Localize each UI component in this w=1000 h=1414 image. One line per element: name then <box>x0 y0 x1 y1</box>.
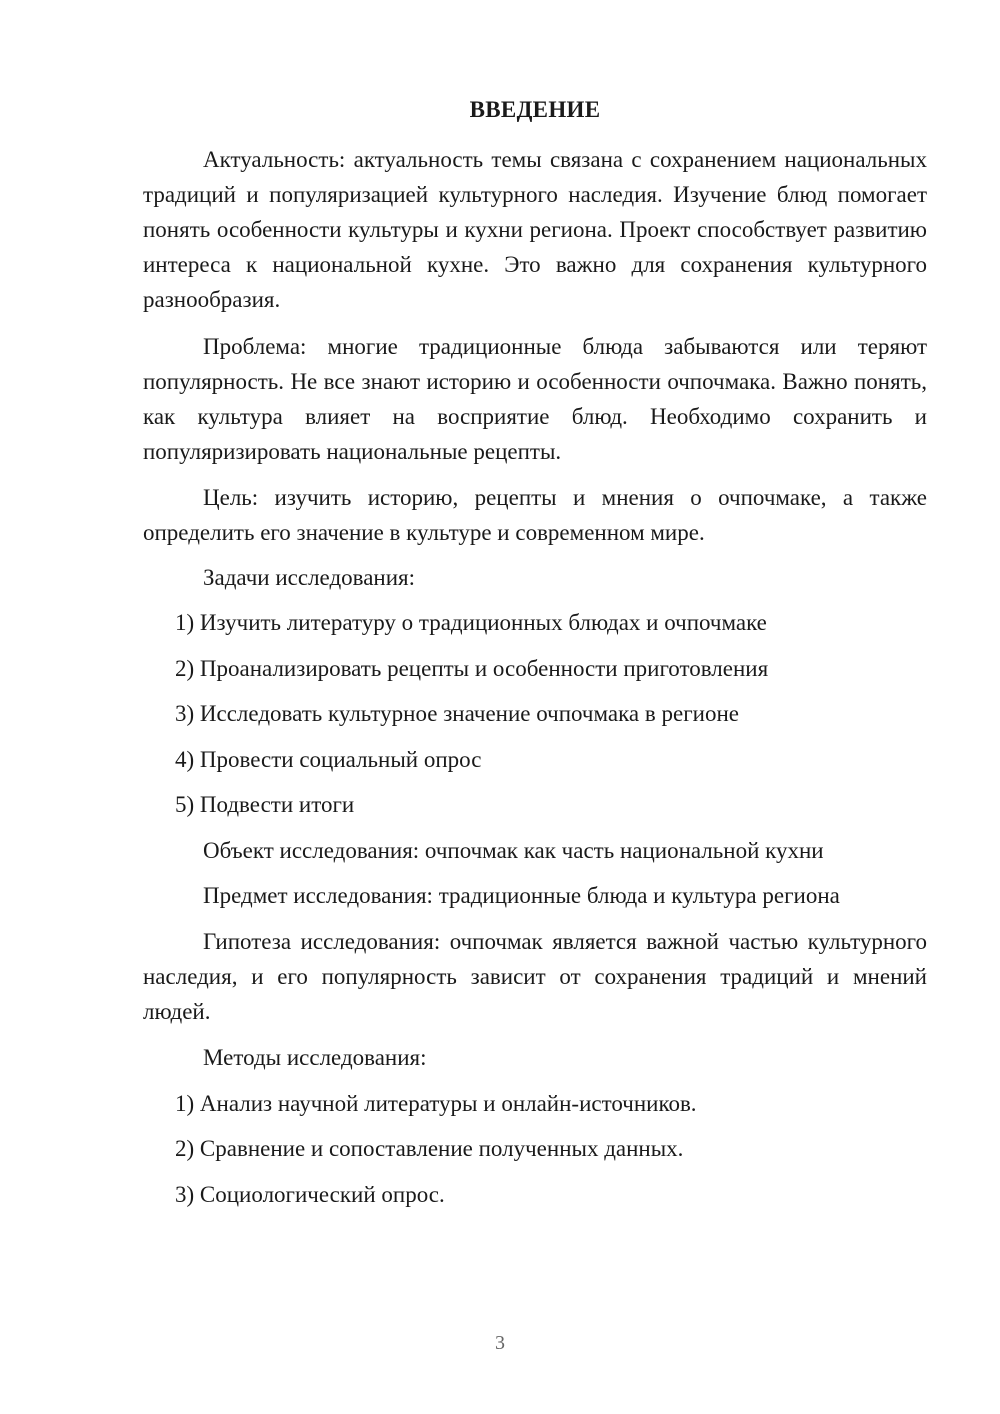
page-number: 3 <box>495 1332 505 1354</box>
tasks-item-1-block <box>143 605 927 640</box>
list-item: 3) Исследовать культурное значение очпочмака в регионе <box>175 701 739 726</box>
list-item: 3) Социологический опрос. <box>175 1182 445 1207</box>
problem-paragraph: Проблема: многие традиционные блюда забываются или теряют популярность. Не все знают историю и особенности очпочмака. Важно понять, как культура влияет на восприятие блюд. Необходимо сохранить и популяризировать национальные рецепты. <box>143 334 927 464</box>
list-item: 2) Проанализировать рецепты и особенности приготовления <box>175 656 769 681</box>
relevance-paragraph-block <box>143 142 927 317</box>
problem-paragraph-block <box>143 329 927 469</box>
subject-line: Предмет исследования: традиционные блюда и культура региона <box>203 883 840 908</box>
hypothesis-paragraph-block <box>143 924 927 1029</box>
methods-item-1-block <box>143 1086 927 1121</box>
methods-item-2-block <box>143 1131 927 1166</box>
relevance-paragraph: Актуальность: актуальность темы связана с сохранением национальных традиций и популяризацией культурного наследия. Изучение блюд помогает понять особенности культуры и кухни региона. Проект способствует развитию интереса к национальной кухне. Это важно для сохранения культурного разнообразия. <box>143 147 927 312</box>
list-item: 2) Сравнение и сопоставление полученных данных. <box>175 1136 684 1161</box>
methods-item-3-block <box>143 1177 927 1212</box>
list-item: 1) Изучить литературу о традиционных блюдах и очпочмаке <box>175 610 767 635</box>
methods-heading: Методы исследования: <box>203 1045 427 1070</box>
object-line: Объект исследования: очпочмак как часть национальной кухни <box>203 838 824 863</box>
goal-paragraph: Цель: изучить историю, рецепты и мнения о очпочмаке, а также определить его значение в культуре и современном мире. <box>143 485 927 545</box>
tasks-heading-block <box>143 560 927 595</box>
tasks-item-3-block <box>143 696 927 731</box>
list-item: 1) Анализ научной литературы и онлайн-источников. <box>175 1091 697 1116</box>
tasks-item-4-block <box>143 742 927 777</box>
goal-paragraph-block <box>143 480 927 550</box>
tasks-item-5-block <box>143 787 927 822</box>
list-item: 5) Подвести итоги <box>175 792 355 817</box>
object-line-block <box>143 833 927 868</box>
subject-line-block <box>143 878 927 913</box>
list-item: 4) Провести социальный опрос <box>175 747 482 772</box>
hypothesis-paragraph: Гипотеза исследования: очпочмак является важной частью культурного наследия, и его популярность зависит от сохранения традиций и мнений людей. <box>143 929 927 1024</box>
tasks-heading: Задачи исследования: <box>203 565 416 590</box>
page-title: ВВЕДЕНИЕ <box>469 97 601 122</box>
tasks-item-2-block <box>143 651 927 686</box>
methods-heading-block <box>143 1040 927 1075</box>
